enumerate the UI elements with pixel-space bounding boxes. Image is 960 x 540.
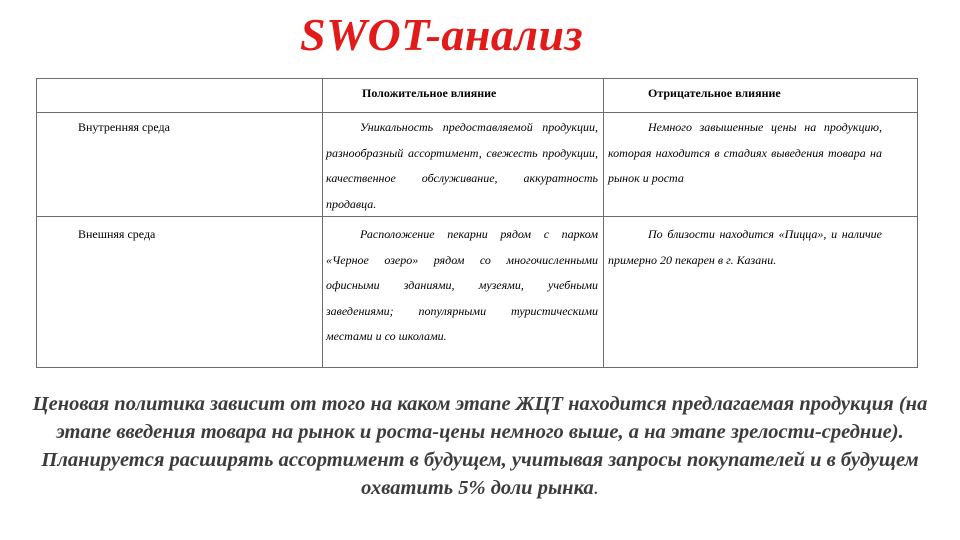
cell-internal-negative: Немного завышенные цены на продукцию, которая находится в стадиях выведения товара на рынок и роста (608, 120, 882, 185)
page-title: SWOT-анализ (300, 9, 584, 60)
header-negative: Отрицательное влияние (648, 86, 781, 100)
summary-end: . (593, 477, 599, 499)
column-divider-2 (603, 78, 604, 368)
cell-external-positive: Расположение пекарни рядом с парком «Черное озеро» рядом со многочисленными офисными зданиями, музеями, учебными заведениями; популярными туристическими местами и со школами. (326, 227, 598, 343)
row-label-internal: Внутренняя среда (78, 120, 170, 134)
row-label-external: Внешняя среда (78, 227, 156, 241)
cell-external-negative: По близости находится «Пицца», и наличие примерно 20 пекарен в г. Казани. (608, 227, 882, 267)
summary-paragraph (20, 390, 940, 502)
header-positive: Положительное влияние (362, 86, 497, 100)
column-divider-1 (322, 78, 323, 368)
summary-text: Ценовая политика зависит от того на каком этапе ЖЦТ находится предлагаемая продукция (на этапе введения товара на рынок и роста-цены немного выше, а на этапе зрелости-средние). Планируется расширять ассортимент в будущем, учитывая запросы покупателей и в будущем охватить 5% доли рынка (32, 393, 928, 499)
row-divider-header (36, 112, 918, 113)
cell-internal-positive: Уникальность предоставляемой продукции, разнообразный ассортимент, свежесть продукции, качественное обслуживание, аккуратность продавца. (326, 120, 598, 211)
